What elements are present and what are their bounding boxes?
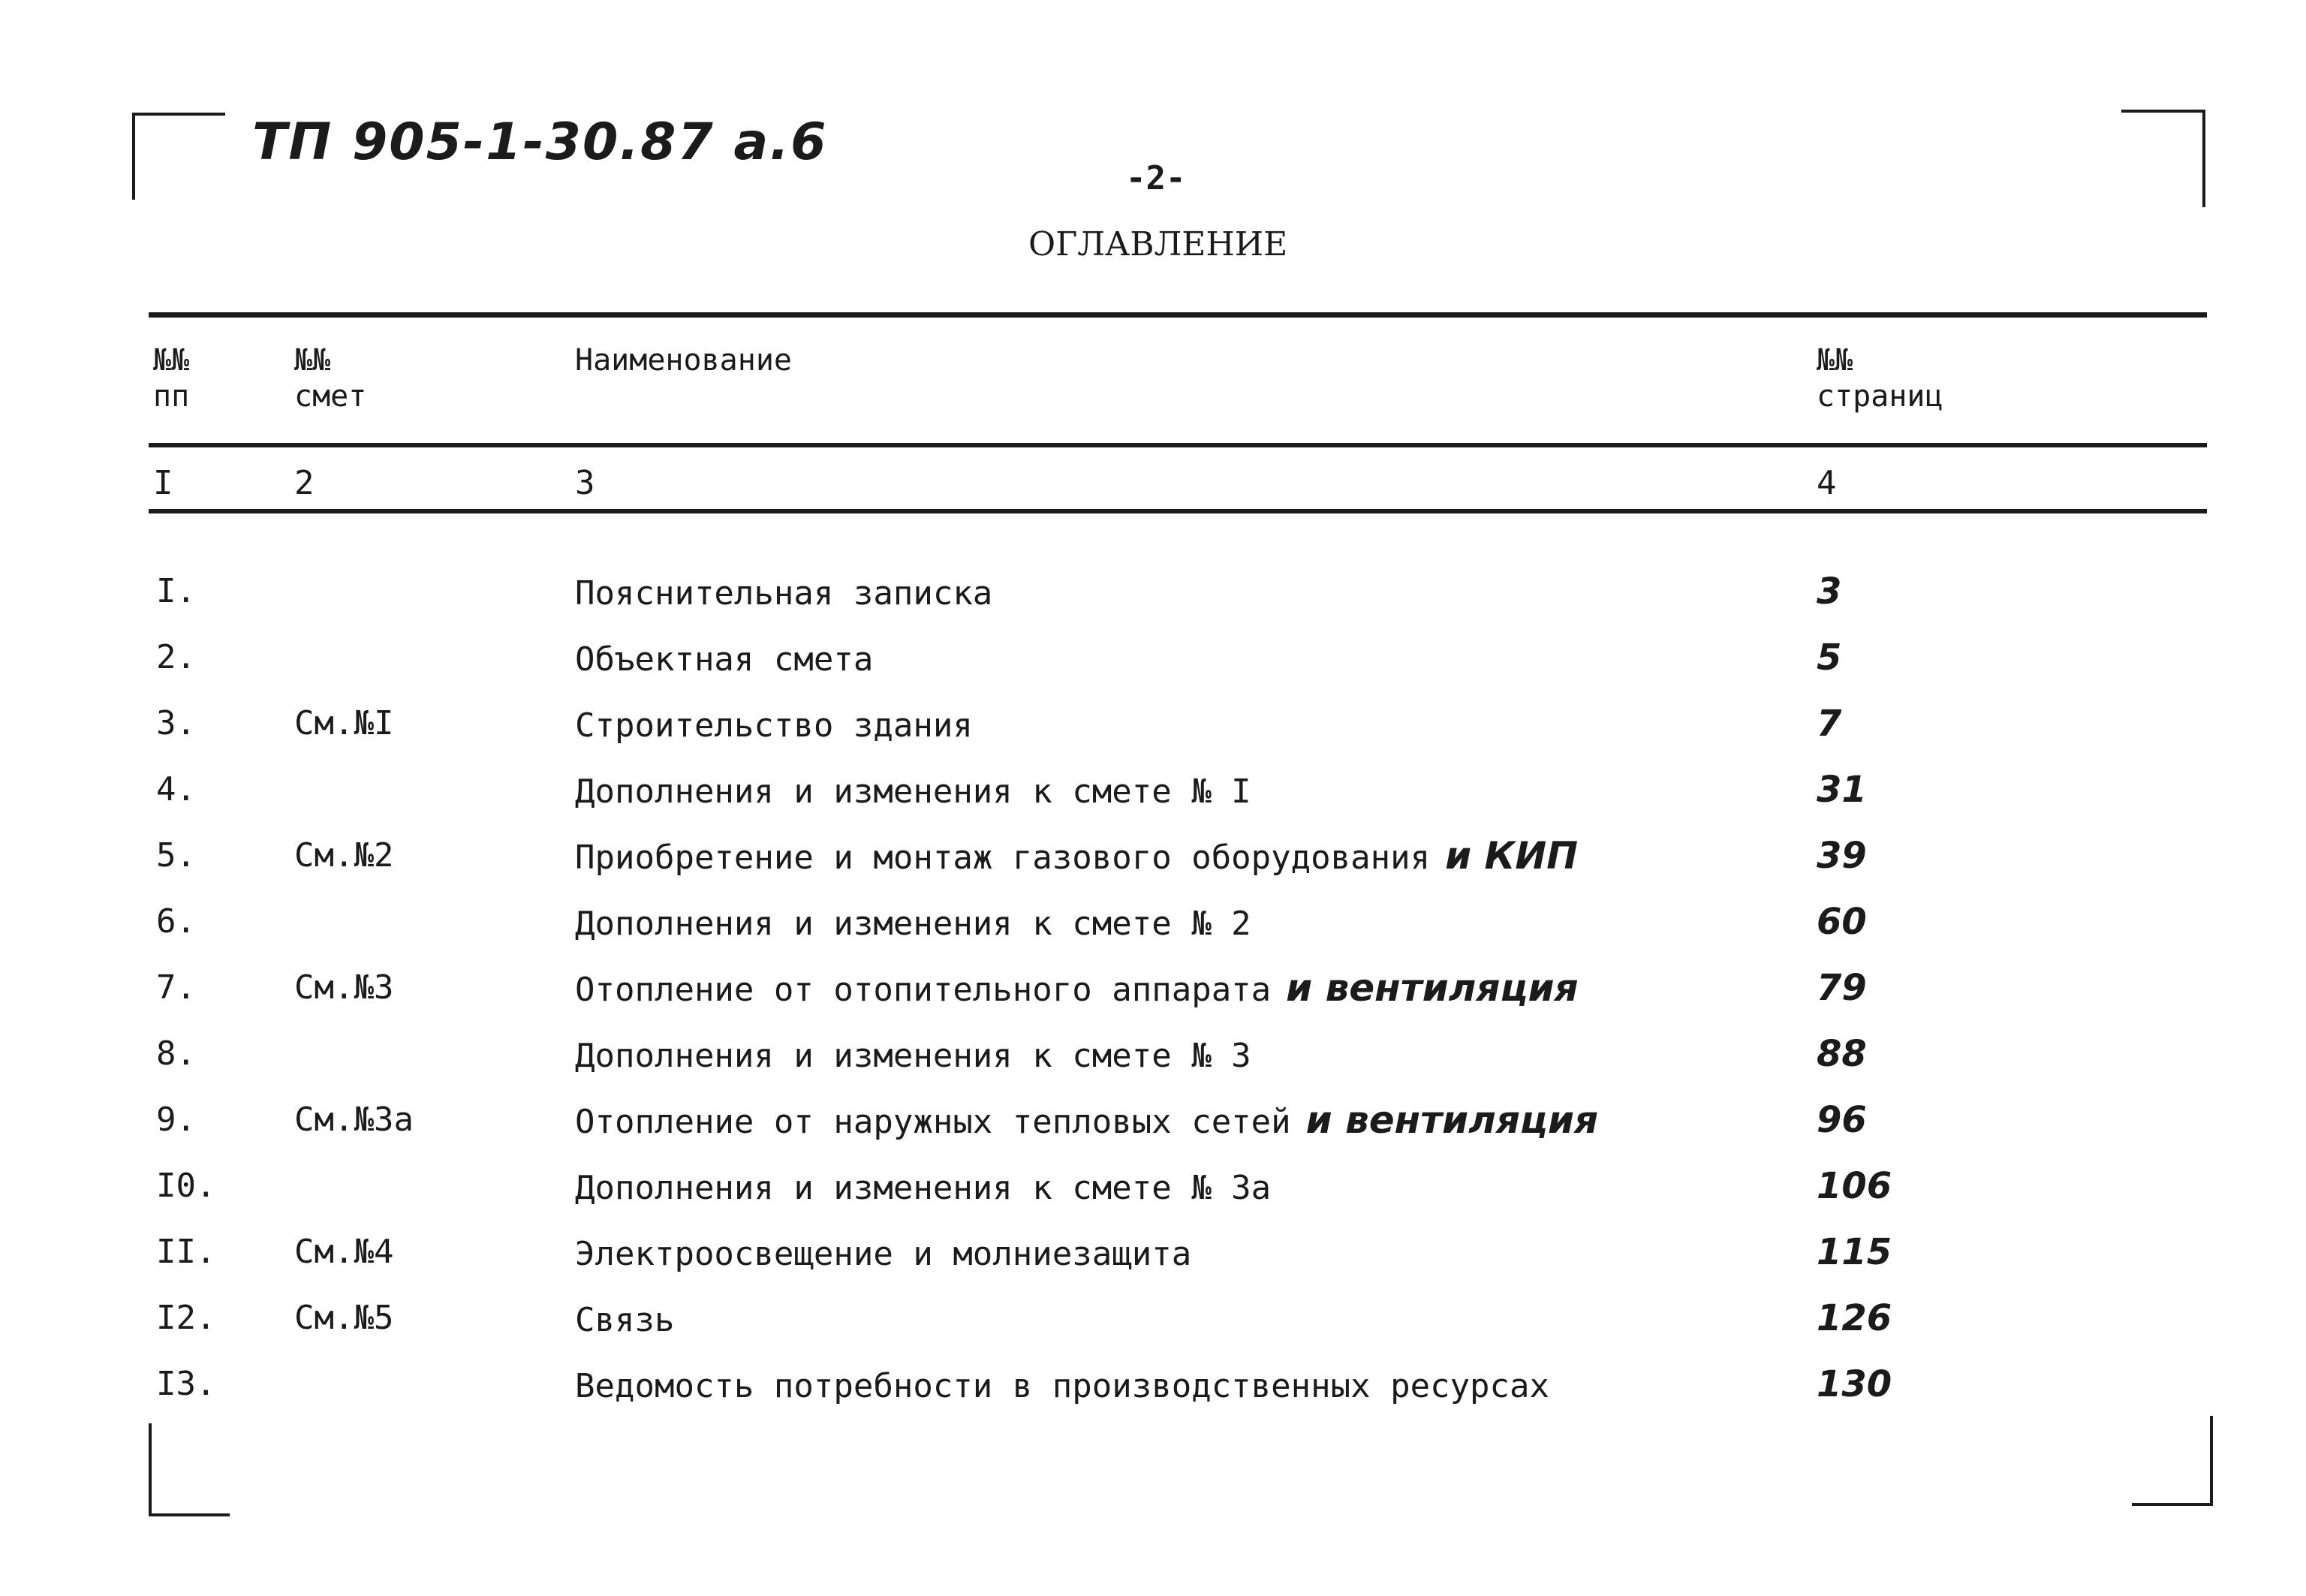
table-row	[0, 569, 2102, 635]
frame-corner-bottom-right	[2132, 1416, 2213, 1506]
row-name-text: Дополнения и изменения к смете № I	[575, 772, 1251, 811]
row-number: I.	[156, 572, 196, 610]
header-number-line1: №№	[153, 343, 190, 378]
row-page: 31	[1817, 769, 1867, 811]
header-number-line2: пп	[153, 379, 190, 414]
row-number: 2.	[156, 638, 196, 676]
page-number: -2-	[1126, 159, 1186, 197]
row-page: 96	[1817, 1099, 1867, 1141]
header-pages-line2: страниц	[1817, 379, 1943, 414]
row-name	[575, 701, 988, 748]
row-smeta: См.№5	[294, 1299, 394, 1337]
table-row	[0, 1031, 2102, 1098]
row-name-text: Дополнения и изменения к смете № 2	[575, 905, 1251, 943]
column-numbers-rule	[149, 509, 2207, 513]
column-number-1: I	[153, 464, 173, 502]
row-name-text: Отопление от отопительного аппарата	[575, 971, 1272, 1009]
row-name-text: Ведомость потребности в производственных ресурсах	[575, 1367, 1550, 1405]
header-name	[575, 342, 792, 378]
table-row	[0, 1296, 2102, 1362]
row-page: 39	[1817, 835, 1867, 877]
row-number: I0.	[156, 1167, 216, 1205]
row-name	[575, 899, 1266, 947]
row-name-text: Объектная смета	[575, 640, 874, 679]
row-name	[575, 569, 1007, 616]
row-name	[575, 635, 888, 682]
column-number-2: 2	[294, 464, 315, 502]
row-page: 106	[1817, 1165, 1892, 1207]
header-pages	[1817, 342, 1943, 414]
header-number	[153, 342, 189, 414]
header-smeta-line1: №№	[294, 343, 331, 378]
row-page: 130	[1817, 1363, 1892, 1405]
row-name-text: Связь	[575, 1301, 675, 1339]
row-page: 3	[1817, 571, 1842, 613]
row-name	[575, 1362, 1564, 1409]
row-name	[575, 833, 1578, 881]
row-number: 9.	[156, 1101, 196, 1139]
table-row	[0, 767, 2102, 833]
row-name-text: Приобретение и монтаж газового оборудования	[575, 839, 1431, 877]
document-code: ТП 905-1-30.87 а.6	[252, 113, 828, 172]
row-name	[575, 1230, 1206, 1277]
table-top-rule	[149, 312, 2207, 318]
table-row	[0, 701, 2102, 767]
row-name-text: Пояснительная записка	[575, 574, 993, 613]
row-name	[575, 965, 1579, 1013]
row-number: 4.	[156, 770, 196, 809]
row-name-text: Дополнения и изменения к смете № 3а	[575, 1169, 1272, 1207]
row-name-text: Электроосвещение и молниезащита	[575, 1235, 1192, 1273]
table-row	[0, 833, 2102, 899]
frame-corner-top-left	[132, 113, 225, 200]
row-number: 3.	[156, 704, 196, 742]
row-smeta: См.№I	[294, 704, 394, 742]
row-page: 60	[1817, 901, 1867, 943]
column-number-3: 3	[575, 464, 595, 502]
column-number-4: 4	[1817, 464, 1837, 502]
row-name	[575, 767, 1266, 815]
row-name	[575, 1031, 1266, 1079]
page-title: ОГЛАВЛЕНИЕ	[1028, 225, 1288, 263]
row-page: 7	[1817, 703, 1842, 745]
row-page: 5	[1817, 637, 1842, 679]
row-number: I3.	[156, 1365, 216, 1403]
table-row	[0, 635, 2102, 701]
header-bottom-rule	[149, 443, 2207, 447]
row-name-text: Дополнения и изменения к смете № 3	[575, 1037, 1251, 1075]
row-smeta: См.№2	[294, 836, 394, 875]
row-number: II.	[156, 1233, 216, 1271]
row-name-handwritten: и вентиляция	[1286, 966, 1579, 1010]
row-page: 115	[1817, 1231, 1892, 1273]
frame-corner-bottom-left	[149, 1423, 230, 1516]
row-name-handwritten: и вентиляция	[1305, 1098, 1599, 1142]
table-row	[0, 899, 2102, 965]
row-page: 88	[1817, 1033, 1867, 1075]
row-page: 126	[1817, 1297, 1892, 1339]
header-name-line1: Наименование	[575, 343, 792, 378]
row-number: 7.	[156, 968, 196, 1007]
row-name-text: Строительство здания	[575, 706, 973, 745]
row-page: 79	[1817, 967, 1867, 1009]
row-name	[575, 1296, 689, 1343]
row-name	[575, 1098, 1598, 1145]
table-row	[0, 965, 2102, 1031]
row-name	[575, 1164, 1286, 1211]
header-smeta	[294, 342, 366, 414]
header-smeta-line2: смет	[294, 379, 367, 414]
row-smeta: См.№3а	[294, 1101, 414, 1139]
row-number: I2.	[156, 1299, 216, 1337]
header-pages-line1: №№	[1817, 343, 1853, 378]
row-name-handwritten: и КИП	[1445, 834, 1579, 878]
table-row	[0, 1164, 2102, 1230]
table-row	[0, 1230, 2102, 1296]
row-smeta: См.№4	[294, 1233, 394, 1271]
row-smeta: См.№3	[294, 968, 394, 1007]
row-number: 8.	[156, 1034, 196, 1073]
frame-corner-top-right	[2121, 110, 2205, 207]
row-name-text: Отопление от наружных тепловых сетей	[575, 1103, 1291, 1141]
table-row	[0, 1362, 2102, 1428]
row-number: 6.	[156, 902, 196, 941]
row-number: 5.	[156, 836, 196, 875]
table-row	[0, 1098, 2102, 1164]
